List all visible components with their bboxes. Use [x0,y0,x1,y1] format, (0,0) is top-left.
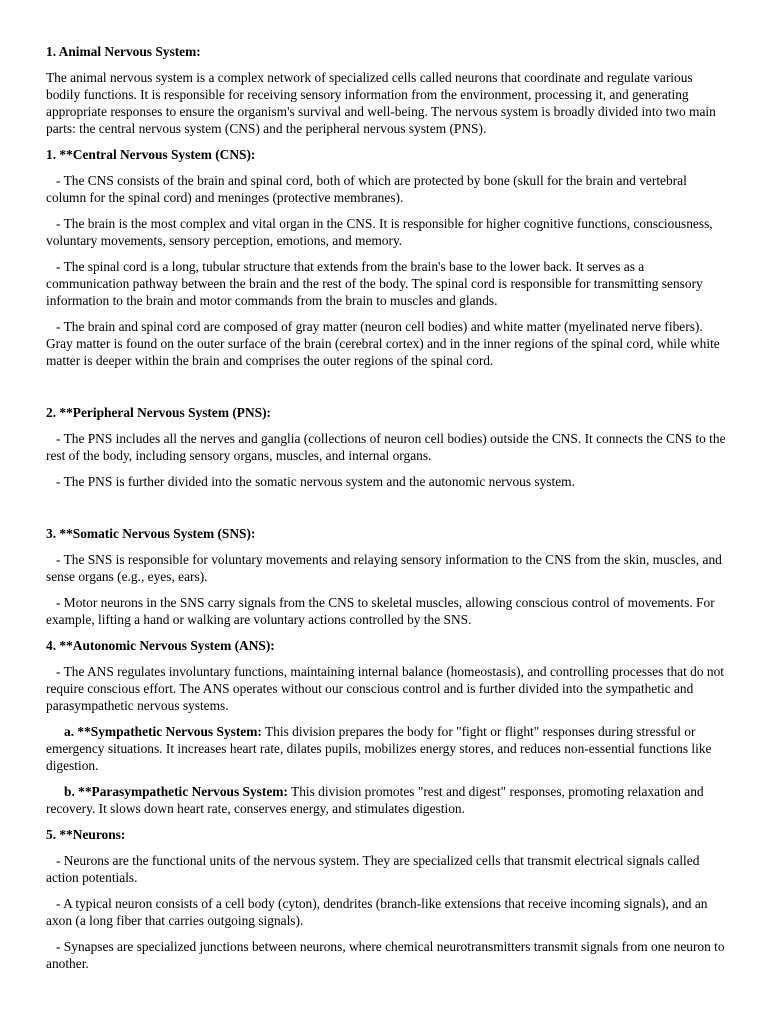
section-heading-ans: 4. **Autonomic Nervous System (ANS): [46,638,275,653]
section-heading-animal-nervous-system: 1. Animal Nervous System: [46,44,201,59]
parasympathetic-paragraph [46,783,726,817]
section-heading-cns: 1. **Central Nervous System (CNS): [46,147,256,162]
neurons-point: - A typical neuron consists of a cell body (cyton), dendrites (branch-like extensions that receive incoming signals), and an axon (a long fiber that carries outgoing signals). [46,896,708,928]
cns-point: - The CNS consists of the brain and spinal cord, both of which are protected by bone (skull for the brain and vertebral column for the spinal cord) and meninges (protective membranes). [46,173,687,205]
cns-point: - The brain is the most complex and vital organ in the CNS. It is responsible for higher cognitive functions, consciousness, voluntary movements, sensory perception, emotions, and memory. [46,216,713,248]
parasympathetic-body: This division promotes "rest and digest" responses, promoting relaxation and recovery. It slows down heart rate, conserves energy, and stimulates digestion. [46,784,704,816]
document-page [46,43,726,981]
parasympathetic-heading: b. **Parasympathetic Nervous System: [64,784,288,799]
cns-point: - The brain and spinal cord are composed of gray matter (neuron cell bodies) and white matter (myelinated nerve fibers). Gray matter is found on the outer surface of the brain (cerebral cortex) and in the inner regions of the spinal cord, while white matter is deeper within the brain and comprises the outer regions of the spinal cord. [46,319,720,368]
section-heading-sns: 3. **Somatic Nervous System (SNS): [46,526,256,541]
sympathetic-body: This division prepares the body for "fight or flight" responses during stressful or emergency situations. It increases heart rate, dilates pupils, mobilizes energy stores, and reduces non-essential functions like digestion. [46,724,712,773]
section-heading-pns: 2. **Peripheral Nervous System (PNS): [46,405,271,420]
ans-point: - The ANS regulates involuntary functions, maintaining internal balance (homeostasis), and controlling processes that do not require conscious effort. The ANS operates without our conscious control and is further divided into the sympathetic and parasympathetic nervous systems. [46,664,725,713]
sympathetic-heading: a. **Sympathetic Nervous System: [64,724,262,739]
neurons-point: - Neurons are the functional units of the nervous system. They are specialized cells that transmit electrical signals called action potentials. [46,853,700,885]
sympathetic-paragraph [46,723,726,774]
neurons-point: - Synapses are specialized junctions between neurons, where chemical neurotransmitters transmit signals from one neuron to another. [46,939,725,971]
pns-point: - The PNS is further divided into the somatic nervous system and the autonomic nervous system. [56,474,575,489]
sns-point: - The SNS is responsible for voluntary movements and relaying sensory information to the CNS from the skin, muscles, and sense organs (e.g., eyes, ears). [46,552,722,584]
sns-point: - Motor neurons in the SNS carry signals from the CNS to skeletal muscles, allowing conscious control of movements. For example, lifting a hand or walking are voluntary actions controlled by the SNS. [46,595,715,627]
section-heading-neurons: 5. **Neurons: [46,827,126,842]
spacer [46,378,726,404]
spacer [46,499,726,525]
intro-paragraph: The animal nervous system is a complex network of specialized cells called neurons that coordinate and regulate various bodily functions. It is responsible for receiving sensory information from the environment, processing it, and generating appropriate responses to ensure the organism's survival and well-being. The nervous system is broadly divided into two main parts: the central nervous system (CNS) and the peripheral nervous system (PNS). [46,70,716,136]
pns-point: - The PNS includes all the nerves and ganglia (collections of neuron cell bodies) outside the CNS. It connects the CNS to the rest of the body, including sensory organs, muscles, and internal organs. [46,431,726,463]
cns-point: - The spinal cord is a long, tubular structure that extends from the brain's base to the lower back. It serves as a communication pathway between the brain and the rest of the body. The spinal cord is responsible for transmitting sensory information to the brain and motor commands from the brain to muscles and glands. [46,259,703,308]
